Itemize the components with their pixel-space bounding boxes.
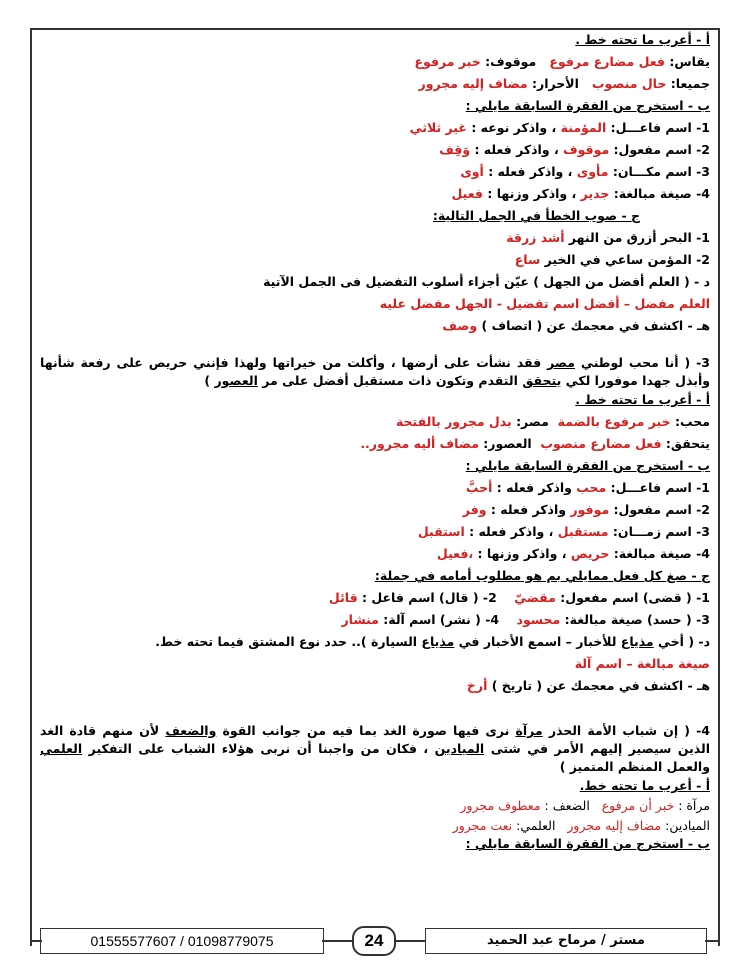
dictionary-row: هـ - اكشف في معجمك عن ( اتصاف ) وصف bbox=[442, 318, 710, 333]
form-row: 3- ( حسد) صيغة مبالغة: محسود 4- ( نشر) اسم آلة: منشار bbox=[341, 612, 710, 627]
irab-row: يقاس: فعل مضارع مرفوع موقوف: خبر مرفوع bbox=[414, 54, 710, 69]
footer-rule bbox=[322, 940, 352, 942]
derivative-answer: صيغة مبالغة – اسم آلة bbox=[574, 656, 710, 671]
irab-heading: أ - أعرب ما تحته خط . bbox=[575, 32, 710, 47]
page-frame-right bbox=[718, 28, 720, 946]
footer-teacher-name: مستر / مرماح عبد الحميد bbox=[425, 928, 707, 954]
worksheet-content bbox=[40, 32, 710, 858]
extract-heading: ب - استخرج من الفقرة السابقة مايلي : bbox=[465, 98, 710, 113]
footer-rule bbox=[392, 940, 425, 942]
extract-heading: ب - استخرج من الفقرة السابقة مايلي : bbox=[465, 836, 710, 851]
extract-row: 1- اسم فاعـــل: المؤمنة ، واذكر نوعه : غير ثلاثي bbox=[409, 120, 710, 135]
irab-heading: أ - أعرب ما تحته خط. bbox=[579, 778, 710, 793]
irab-row: الميادين: مضاف إليه مجرور العلمي: نعت مجرور bbox=[452, 818, 710, 833]
page-frame-top bbox=[30, 28, 720, 30]
extract-row: 4- صيغة مبالغة: حريص ، واذكر وزنها : ،فعيل bbox=[436, 546, 710, 561]
extract-row: 1- اسم فاعـــل: محب واذكر فعله : أحبَّ bbox=[465, 480, 710, 495]
page-frame-left bbox=[30, 28, 32, 946]
superlative-question: د - ( العلم أفضل من الجهل ) عيّن أجزاء أسلوب التفضيل فى الجمل الآتية bbox=[263, 274, 710, 289]
page-number: 24 bbox=[352, 926, 396, 956]
passage-3: 3- ( أنا محب لوطني مصر فقد نشأت على أرضها ، وأكلت من خيراتها ولهذا فإنني حريص على رفعة شأنها وأبذل جهدا موفورا لكي يتحقق التقدم وتكون ذات مستقبل أفضل على مر العصور ) bbox=[40, 355, 710, 388]
correct-row: 1- البحر أزرق من النهر أشد زرقة bbox=[506, 230, 710, 245]
irab-row: محب: خبر مرفوع بالضمة مصر: بدل مجرور بالفتحة bbox=[395, 414, 710, 429]
irab-row: يتحقق: فعل مضارع منصوب العصور: مضاف أليه مجرور.. bbox=[360, 436, 710, 451]
extract-row: 4- صيغة مبالغة: جدير ، واذكر وزنها : فعيل bbox=[451, 186, 710, 201]
footer-rule bbox=[705, 940, 720, 942]
extract-row: 2- اسم مفعول: موقوف ، واذكر فعله : وَقِف bbox=[439, 142, 710, 157]
irab-heading: أ - أعرب ما تحته خط . bbox=[575, 392, 710, 407]
extract-row: 3- اسم زمـــان: مستقبل ، واذكر فعله : استقبل bbox=[417, 524, 710, 539]
dictionary-row: هـ - اكشف في معجمك عن ( تاريخ ) أرخ bbox=[466, 678, 710, 693]
irab-row: مرآة : خبر أن مرفوع الضعف : معطوف مجرور bbox=[460, 798, 710, 813]
form-row: 1- ( قضى) اسم مفعول: مقضيّ 2- ( قال) اسم فاعل : قائل bbox=[328, 590, 710, 605]
correct-row: 2- المؤمن ساعي في الخير ساع bbox=[514, 252, 710, 267]
extract-heading: ب - استخرج من الفقرة السابقة مايلي : bbox=[465, 458, 710, 473]
extract-row: 2- اسم مفعول: موفور واذكر فعله : وفر bbox=[462, 502, 710, 517]
form-heading: ج - صغ كل فعل ممايلي بم هو مطلوب أمامه في جملة: bbox=[374, 568, 710, 583]
derivative-question: د- ( أخي مذياع للأخبار – اسمع الأخبار في مذياع السيارة ).. حدد نوع المشتق فيما تحته خط. bbox=[155, 634, 710, 649]
superlative-answer: العلم مفضل – أفضل اسم تفضيل - الجهل مفضل عليه bbox=[379, 296, 710, 311]
footer-phone-numbers: 01555577607 / 01098779075 bbox=[40, 928, 324, 954]
extract-row: 3- اسم مكـــان: مأوى ، واذكر فعله : أوى bbox=[460, 164, 710, 179]
correct-heading: ج - صوب الخطأ في الجمل التالية: bbox=[432, 208, 640, 223]
irab-row: جميعا: حال منصوب الأحرار: مضاف إليه مجرور bbox=[418, 76, 710, 91]
passage-4: 4- ( إن شباب الأمة الحذر مرآة نرى فيها صورة الغد بما فيه من جوانب القوة والضعف لأن منهم قادة الغد الذين سيصير إليهم الأمر في شتى الميادين ، فكان من واجبنا أن نربى هؤلاء الشباب على التفكير العلمي والعمل المنظم المتميز ) bbox=[40, 723, 711, 774]
